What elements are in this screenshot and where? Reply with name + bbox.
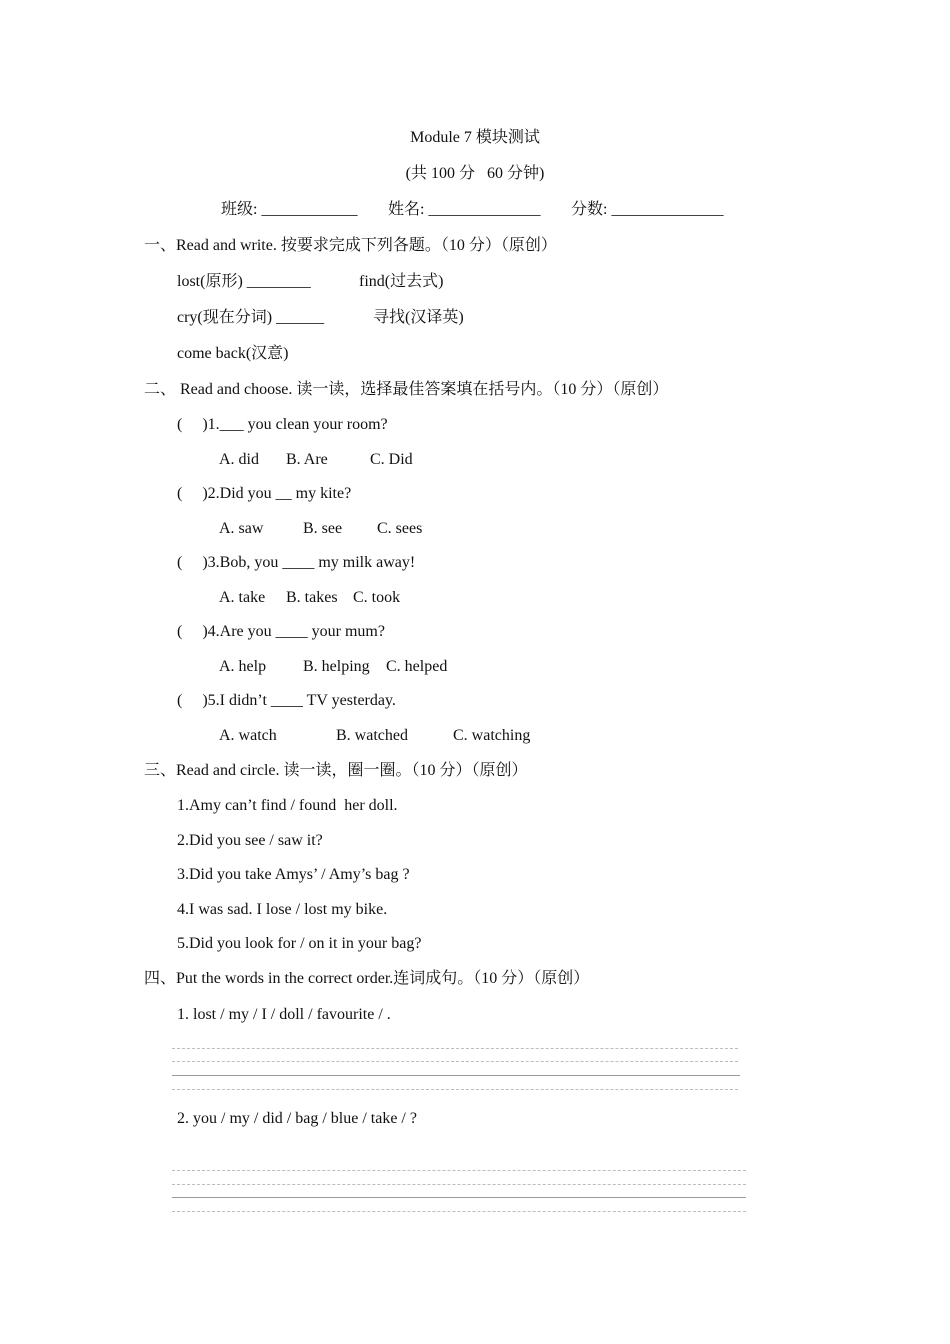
writing-line — [172, 1197, 746, 1198]
order-item: 1. lost / my / I / doll / favourite / . — [177, 1006, 391, 1023]
page-title: Module 7 模块测试 — [410, 129, 540, 146]
question-5: ( )5.I didn’t ____ TV yesterday. — [177, 692, 396, 709]
section1-heading: 一、Read and write. 按要求完成下列各题。（10 分）（原创） — [144, 237, 557, 254]
option-a: A. saw — [219, 520, 264, 537]
section1-item: cry(现在分词) ______ — [177, 309, 325, 326]
writing-line — [172, 1211, 746, 1212]
class-field[interactable]: 班级: ____________ — [221, 201, 358, 218]
writing-line — [172, 1048, 738, 1049]
question-3: ( )3.Bob, you ____ my milk away! — [177, 554, 416, 571]
name-field[interactable]: 姓名: ______________ — [388, 201, 541, 218]
circle-item: 4.I was sad. I lose / lost my bike. — [177, 901, 388, 918]
section1-item: find(过去式) — [359, 273, 444, 290]
circle-item: 2.Did you see / saw it? — [177, 832, 323, 849]
order-item: 2. you / my / did / bag / blue / take / ? — [177, 1110, 417, 1127]
option-c: C. helped — [386, 658, 448, 675]
option-a: A. watch — [219, 727, 277, 744]
writing-line — [172, 1170, 746, 1171]
question-4: ( )4.Are you ____ your mum? — [177, 623, 385, 640]
option-c: C. took — [353, 589, 401, 606]
section1-item: 寻找(汉译英) — [373, 309, 464, 326]
option-b: B. Are — [286, 451, 328, 468]
option-b: B. helping — [303, 658, 370, 675]
question-1: ( )1.___ you clean your room? — [177, 416, 388, 433]
option-c: C. watching — [453, 727, 531, 744]
section2-heading: 二、 Read and choose. 读一读，选择最佳答案填在括号内。（10 分）（原创） — [144, 381, 669, 398]
section1-item: lost(原形) ________ — [177, 273, 311, 290]
option-a: A. help — [219, 658, 267, 675]
page-subtitle: (共 100 分 60 分钟) — [405, 165, 545, 182]
option-a: A. did — [219, 451, 259, 468]
circle-item: 1.Amy can’t find / found her doll. — [177, 797, 398, 814]
option-b: B. takes — [286, 589, 338, 606]
score-field[interactable]: 分数: ______________ — [571, 201, 724, 218]
writing-line — [172, 1061, 738, 1062]
section4-heading: 四、Put the words in the correct order.连词成句。（10 分）（原创） — [144, 970, 590, 987]
option-c: C. sees — [377, 520, 423, 537]
option-c: C. Did — [370, 451, 413, 468]
writing-line — [172, 1075, 740, 1076]
option-b: B. see — [303, 520, 343, 537]
writing-line — [172, 1089, 738, 1090]
section1-item: come back(汉意) — [177, 345, 289, 362]
circle-item: 5.Did you look for / on it in your bag? — [177, 935, 422, 952]
circle-item: 3.Did you take Amys’ / Amy’s bag ? — [177, 866, 410, 883]
section3-heading: 三、Read and circle. 读一读，圈一圈。（10 分）（原创） — [144, 762, 528, 779]
option-a: A. take — [219, 589, 266, 606]
question-2: ( )2.Did you __ my kite? — [177, 485, 352, 502]
writing-line — [172, 1184, 746, 1185]
option-b: B. watched — [336, 727, 408, 744]
